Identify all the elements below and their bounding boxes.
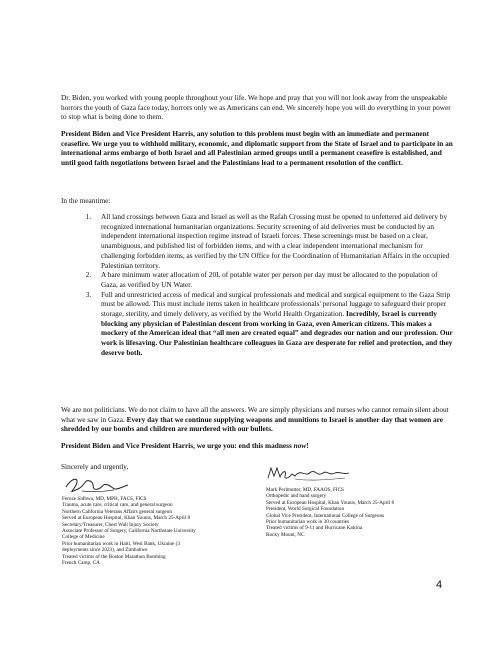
demands-list [61, 212, 453, 358]
appeal-punctuation: ! [306, 441, 309, 450]
signatory-detail: Associate Professor of Surgery, California Northstate University [62, 528, 196, 535]
signature-block-right [266, 487, 476, 538]
list-item-text: Full and unrestricted access of medical and surgical professionals and medical and surgical equipment to the Gaza Strip must be allowed. This must include items taken in healthcare professionals' personal luggage to safeguard their proper storage, sterility, and timely delivery, as verified by the World Health Organization. [101, 289, 451, 319]
signatory-location: Rocky Mount, NC [266, 531, 305, 538]
signatory-detail: deployments since 2023), and Zimbabwe [62, 547, 148, 554]
signature-sidhwa-image [62, 473, 132, 495]
signatory-detail: Prior humanitarian work in Haiti, West Bank, Ukraine (3 [62, 540, 180, 547]
in-the-meantime-label: In the meantime: [61, 196, 111, 205]
signatory-detail: Served at European Hospital, Khan Younis, March 25-April 8 [266, 499, 395, 506]
signature-block-left [62, 496, 272, 566]
list-item [93, 270, 453, 289]
signatory-detail: College of Medicine [62, 534, 105, 541]
signature-perlmutter-image [265, 464, 355, 484]
paragraph-not-politicians [61, 405, 453, 434]
signatory-detail: Northern California Veterans Affairs general surgeon [62, 508, 172, 515]
signatory-name: Feroze Sidhwa, MD, MPH, FACS, FICS [62, 496, 147, 502]
paragraph-end-madness [61, 441, 453, 451]
paragraph-ceasefire-demand: President Biden and Vice President Harris, any solution to this problem must begin with an immediate and permanent ceasefire. We urge you to withhold military, economic, and diplomatic support from the State of Israel and to participate in an international arms embargo of both Israel and all Palestinian armed groups until a permanent ceasefire is established, and until good faith negotiations between Israel and the Palestinians lead to a permanent resolution of the conflict. [61, 129, 453, 168]
signatory-detail: Trauma, acute care, critical care, and general surgeon [62, 502, 173, 509]
signatory-detail: Served at European Hospital, Khan Younis, March 25-April 8 [62, 515, 191, 522]
list-item-text: A bare minimum water allocation of 20L of potable water per person per day must be allocated to the population of Gaza, as verified by UN Water. [101, 270, 438, 289]
list-item-text: All land crossings between Gaza and Israel as well as the Rafah Crossing must be opened to unfettered aid delivery by recognized international humanitarian organizations. Security screening of aid deliveries must be conducted by an independent international inspection regime instead of Israeli forces. These screenings must be based on a clear, unambiguous, and published list of forbidden items, and with a clear independent international mechanism for challenging forbidden items, as verified by the UN Office for the Coordination of Humanitarian Affairs in the occupied Palestinian territory. [101, 212, 450, 270]
signatory-detail: Orthopedic and hand surgery [266, 493, 327, 500]
appeal-emphasis: now [293, 441, 307, 450]
paragraph-dr-biden: Dr. Biden, you worked with young people throughout your life. We hope and pray that you will not look away from the unspeakable horrors the youth of Gaza face today, horrors only we as Americans can end. We sincerely hope you will do everything in your power to stop what is being done to them. [61, 93, 451, 122]
signatory-detail: Treated victims of the Boston Marathon Bombing [62, 553, 166, 560]
signatory-detail: Prior humanitarian work in 30 countries [266, 519, 350, 526]
page-number: 4 [436, 579, 443, 591]
signatory-detail: President, World Surgical Foundation [266, 506, 345, 513]
paragraph-text: We are not politicians. We do not claim to have all the answers. We are simply physicians and nurses who cannot remain silent about what we saw in Gaza. [61, 405, 449, 424]
appeal-text: President Biden and Vice President Harris, we urge you: end this madness [61, 441, 294, 450]
signatory-name: Mark Perlmutter, MD, FAAOS, FICS [266, 487, 344, 493]
signatory-detail: Treated victims of 9-11 and Hurricane Katrina [266, 525, 363, 532]
paragraph-bold-text: Every day that we continue supplying weapons and munitions to Israel is another day that women are shredded by our bombs and children are murdered with our bullets. [61, 414, 444, 434]
list-item [93, 212, 453, 270]
list-item-bold-text: Incredibly, Israel is currently blocking any physician of Palestinian descent from working in Gaza, even American citizens. This makes a mockery of the American ideal that “all men are created equal” and degrades our nation and our profession. Our work is lifesaving. Our Palestinian healthcare colleagues in Gaza are desperate for relief and protection, and they deserve both. [101, 309, 453, 357]
closing: Sincerely and urgently, [61, 462, 129, 471]
signatory-detail: Global Vice President, International College of Surgeons [266, 512, 385, 519]
signatory-location: French Camp, CA [62, 560, 100, 567]
list-item [93, 290, 453, 358]
signatory-detail: Secretary/Treasurer, Chest Wall Injury Society [62, 521, 159, 528]
